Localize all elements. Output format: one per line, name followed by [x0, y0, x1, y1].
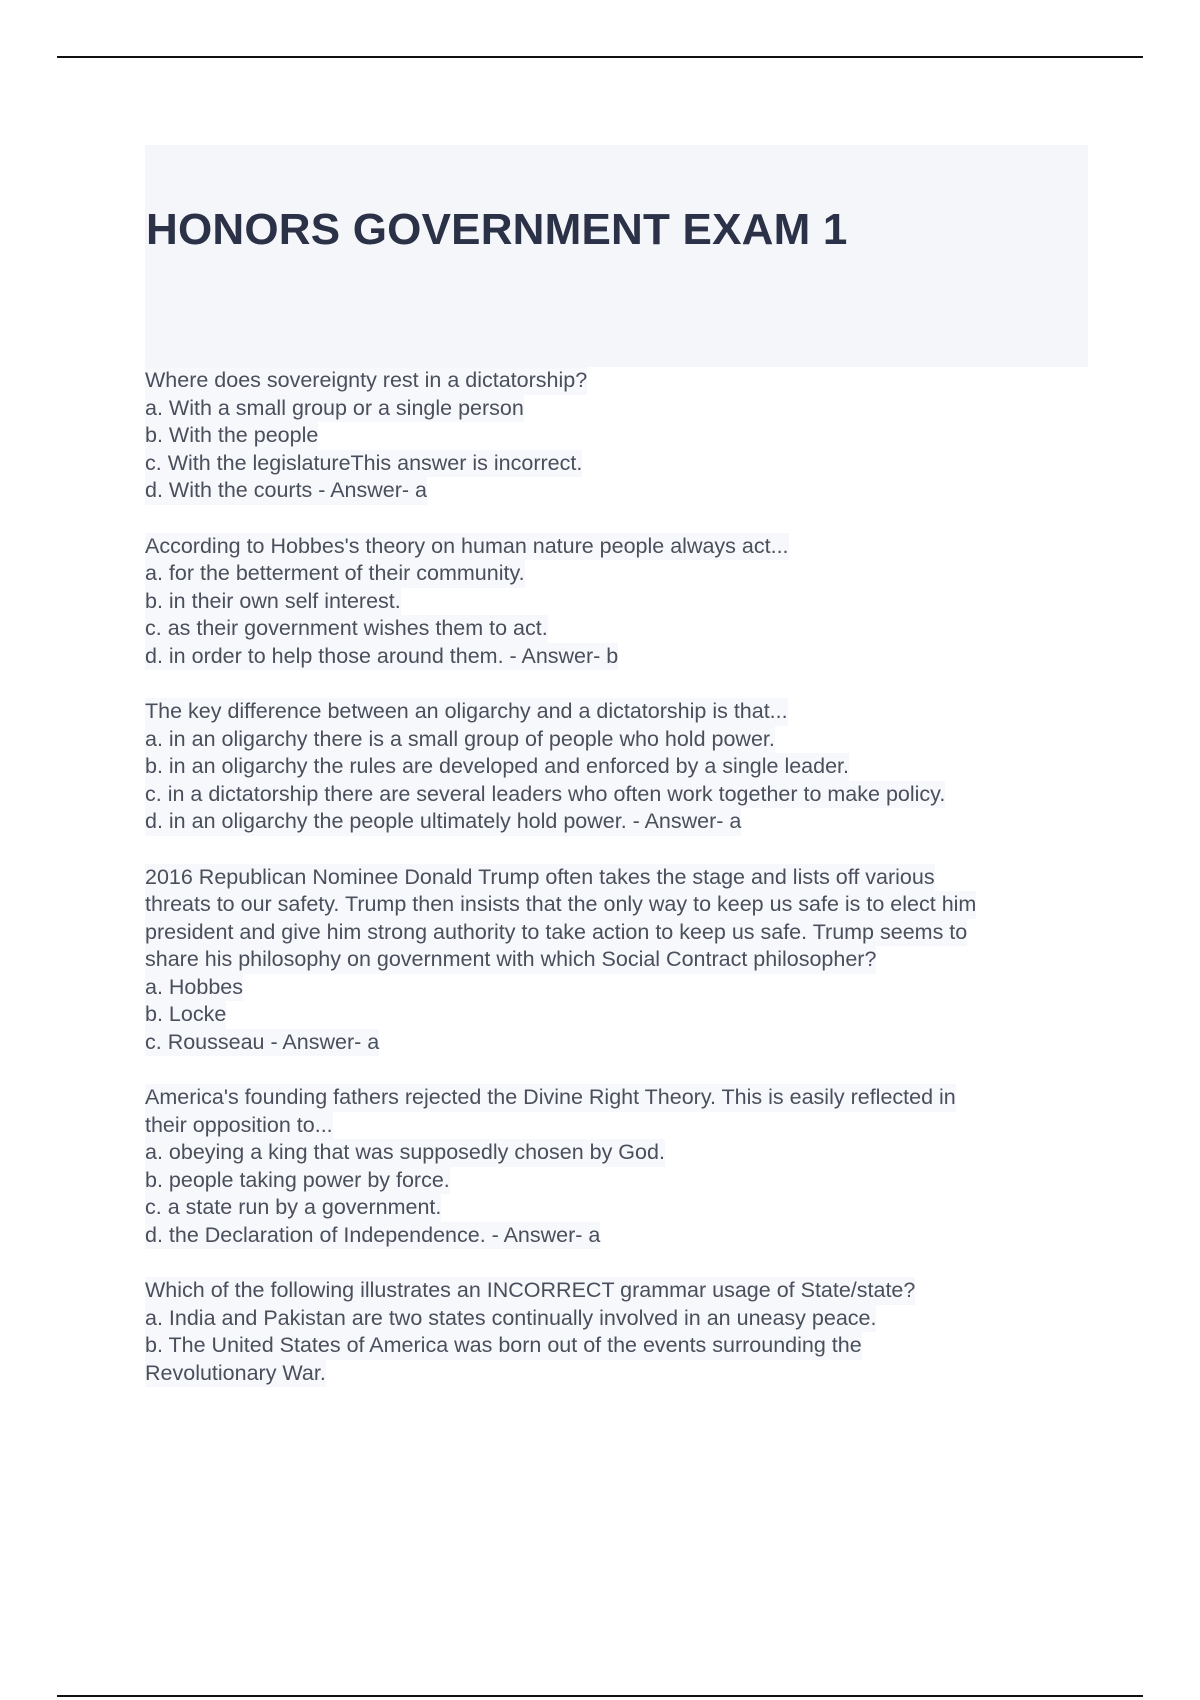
question-4-prompt-line-2: threats to our safety. Trump then insists that the only way to keep us safe is to elect him	[145, 891, 976, 919]
question-3-prompt: The key difference between an oligarchy and a dictatorship is that...	[145, 698, 788, 726]
question-1	[145, 367, 1090, 505]
question-6-option-b-line-1: b. The United States of America was born out of the events surrounding the	[145, 1332, 862, 1360]
question-4-option-a: a. Hobbes	[145, 974, 243, 1002]
question-4-prompt-line-1: 2016 Republican Nominee Donald Trump often takes the stage and lists off various	[145, 864, 935, 892]
question-1-option-d-answer: d. With the courts - Answer- a	[145, 477, 427, 505]
question-4	[145, 864, 1090, 1057]
question-2-prompt: According to Hobbes's theory on human nature people always act...	[145, 533, 789, 561]
question-3-option-b: b. in an oligarchy the rules are developed and enforced by a single leader.	[145, 753, 849, 781]
question-3-option-c: c. in a dictatorship there are several leaders who often work together to make policy.	[145, 781, 945, 809]
question-2-option-c: c. as their government wishes them to act.	[145, 615, 548, 643]
question-3-option-d-answer: d. in an oligarchy the people ultimately hold power. - Answer- a	[145, 808, 741, 836]
bottom-rule	[57, 1695, 1143, 1697]
question-2-option-b: b. in their own self interest.	[145, 588, 401, 616]
question-2-option-d-answer: d. in order to help those around them. - Answer- b	[145, 643, 618, 671]
question-5-prompt-line-1: America's founding fathers rejected the Divine Right Theory. This is easily reflected in	[145, 1084, 956, 1112]
question-list	[145, 367, 1090, 1415]
question-4-option-c-answer: c. Rousseau - Answer- a	[145, 1029, 379, 1057]
question-5-option-c: c. a state run by a government.	[145, 1194, 441, 1222]
question-6-option-a: a. India and Pakistan are two states continually involved in an uneasy peace.	[145, 1305, 876, 1333]
question-5-prompt-line-2: their opposition to...	[145, 1112, 333, 1140]
question-3-option-a: a. in an oligarchy there is a small group of people who hold power.	[145, 726, 775, 754]
question-3	[145, 698, 1090, 836]
question-2	[145, 533, 1090, 671]
question-5	[145, 1084, 1090, 1249]
question-6	[145, 1277, 1090, 1387]
question-5-option-b: b. people taking power by force.	[145, 1167, 450, 1195]
question-4-prompt-line-4: share his philosophy on government with which Social Contract philosopher?	[145, 946, 876, 974]
question-1-option-b: b. With the people	[145, 422, 318, 450]
top-rule	[57, 56, 1143, 58]
question-1-option-a: a. With a small group or a single person	[145, 395, 524, 423]
question-1-prompt: Where does sovereignty rest in a dictatorship?	[145, 367, 587, 395]
question-6-option-b-line-2: Revolutionary War.	[145, 1360, 326, 1388]
question-2-option-a: a. for the betterment of their community.	[145, 560, 525, 588]
question-4-option-b: b. Locke	[145, 1001, 226, 1029]
title-band	[145, 145, 1088, 367]
question-1-option-c: c. With the legislatureThis answer is incorrect.	[145, 450, 582, 478]
question-5-option-a: a. obeying a king that was supposedly chosen by God.	[145, 1139, 665, 1167]
document-title: HONORS GOVERNMENT EXAM 1	[146, 205, 848, 254]
question-5-option-d-answer: d. the Declaration of Independence. - Answer- a	[145, 1222, 600, 1250]
question-4-prompt-line-3: president and give him strong authority to take action to keep us safe. Trump seems to	[145, 919, 967, 947]
question-6-prompt: Which of the following illustrates an INCORRECT grammar usage of State/state?	[145, 1277, 915, 1305]
